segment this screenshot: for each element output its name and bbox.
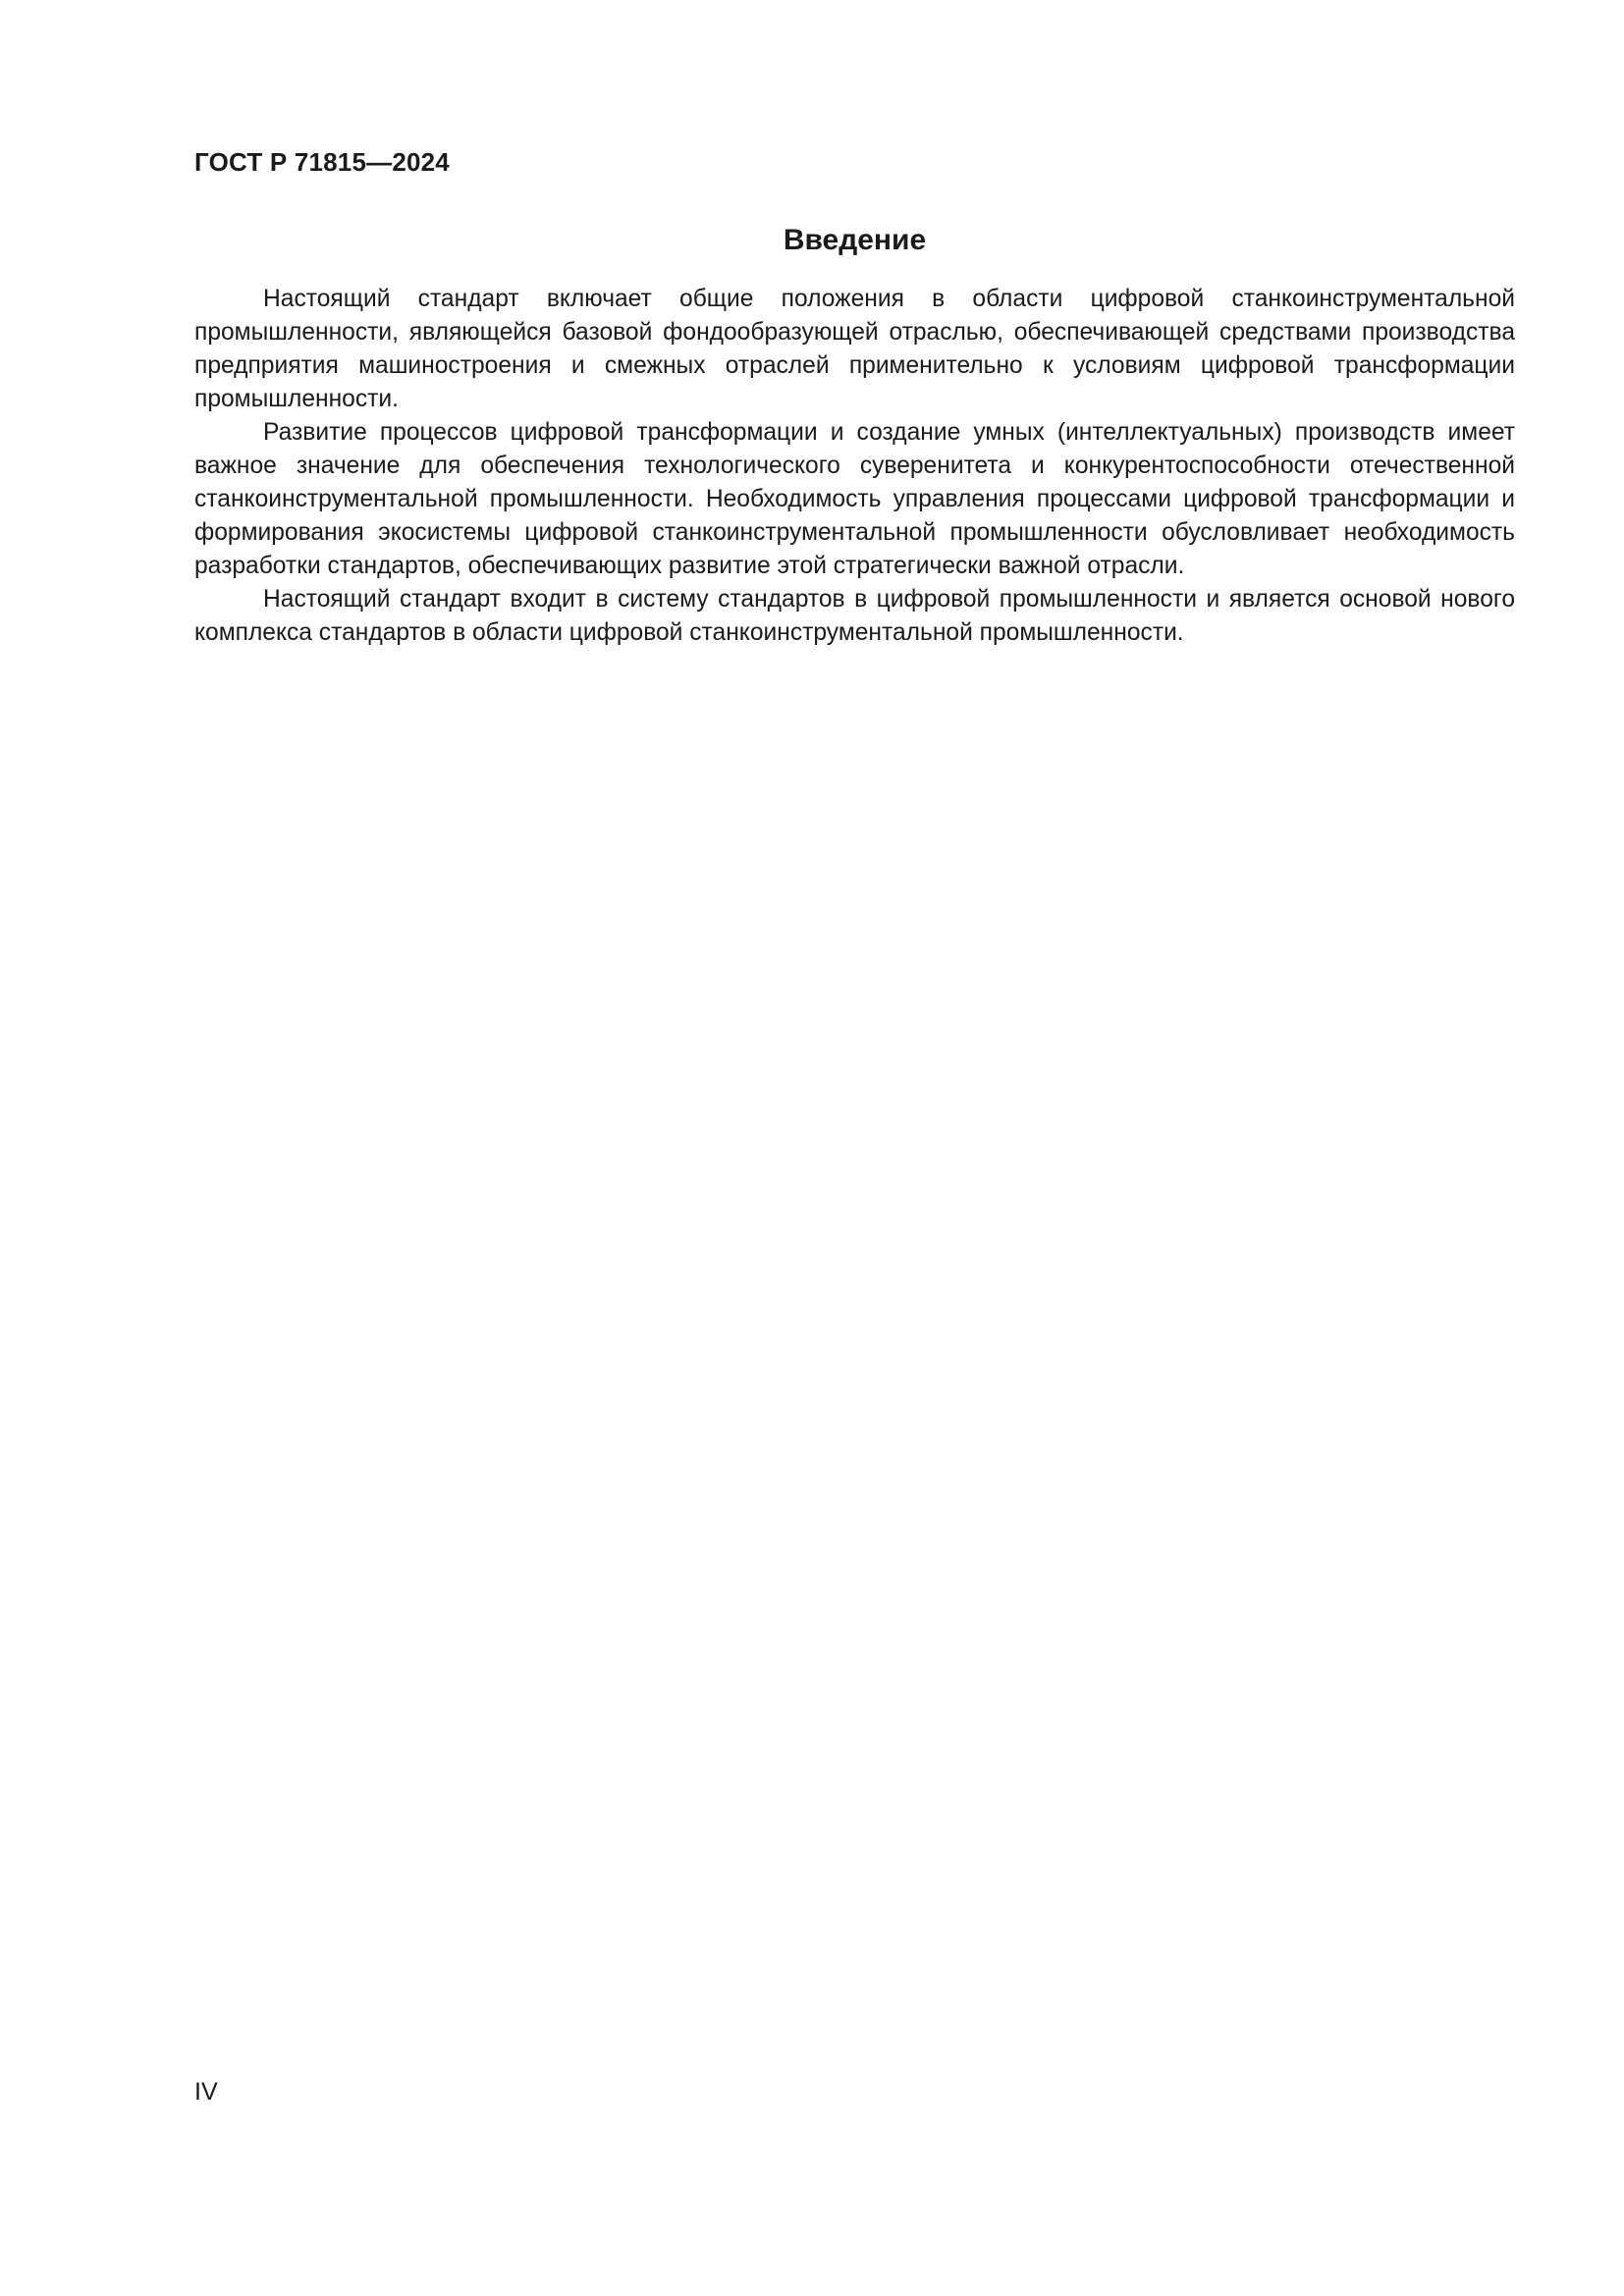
paragraph: Развитие процессов цифровой трансформации и создание умных (интеллектуальных) производств имеет важное значение для обеспечения технологического суверенитета и конкурентоспособности отечественной станкоинструментальной промышленности. Необходимость управления процессами цифровой трансформации и формирования экосистемы цифровой станкоинструментальной промышленности обусловливает необходимость разработки стандартов, обеспечивающих развитие этой стратегически важной отрасли. bbox=[194, 419, 1515, 579]
document-designation: ГОСТ Р 71815—2024 bbox=[194, 147, 450, 177]
page-number: IV bbox=[194, 2078, 218, 2106]
paragraph: Настоящий стандарт входит в систему стандартов в цифровой промышленности и является основой нового комплекса стандартов в области цифровой станкоинструментальной промышленности. bbox=[194, 586, 1515, 646]
section-title: Введение bbox=[783, 224, 927, 256]
section-body bbox=[194, 283, 1515, 650]
paragraph: Настоящий стандарт включает общие положения в области цифровой станкоинструментальной промышленности, являющейся базовой фондообразующей отраслью, обеспечивающей средствами производства предприятия машиностроения и смежных отраслей применительно к условиям цифровой трансформации промышленности. bbox=[194, 286, 1515, 412]
